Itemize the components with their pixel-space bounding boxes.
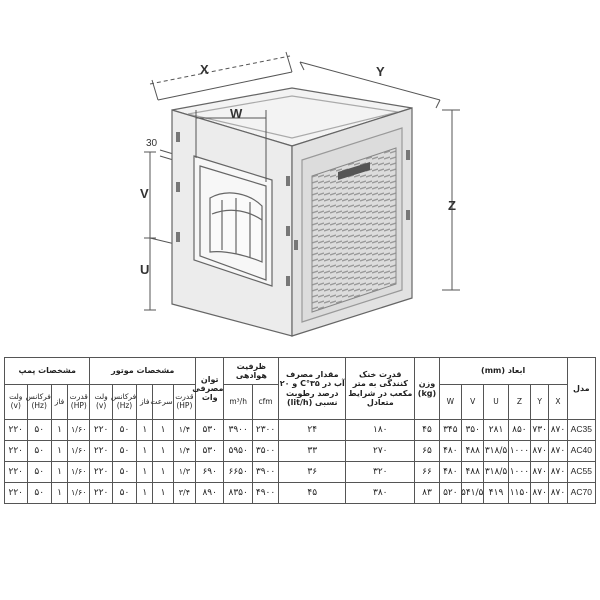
dim-label-z: Z	[448, 198, 456, 213]
cell-dim-x: ۸۷۰	[549, 441, 567, 462]
cell-dim-y: ۸۷۰	[531, 483, 549, 504]
cell-cfm: ۳۹۰۰	[252, 462, 278, 483]
cell-dim-x: ۸۷۰	[549, 483, 567, 504]
cell-motor-speed: ۱	[153, 483, 173, 504]
subheader-motor-volt: ولت (v)	[90, 385, 112, 420]
cell-weight: ۸۳	[415, 483, 439, 504]
cell-dim-w: ۴۸۰	[439, 441, 461, 462]
cell-cooling: ۳۲۰	[346, 462, 415, 483]
cell-dim-z: ۱۱۵۰	[508, 483, 530, 504]
subheader-motor-speed: سرعت	[153, 385, 173, 420]
cell-weight: ۶۵	[415, 441, 439, 462]
cell-dim-v: ۴۸۸	[462, 441, 484, 462]
cell-dim-v: ۳۵۰	[462, 420, 484, 441]
subheader-dim-v: V	[462, 385, 484, 420]
header-power-consumption: توان مصرفی وات	[196, 358, 224, 420]
dim-label-u: U	[140, 262, 150, 277]
header-weight: وزن (kg)	[415, 358, 439, 420]
subheader-dim-z: Z	[508, 385, 530, 420]
cell-pump-phase: ۱	[51, 483, 67, 504]
cell-weight: ۶۶	[415, 462, 439, 483]
cell-dim-z: ۱۰۰۰	[508, 441, 530, 462]
cell-dim-y: ۸۷۰	[531, 462, 549, 483]
cell-cooling: ۱۸۰	[346, 420, 415, 441]
cell-weight: ۴۵	[415, 420, 439, 441]
cell-cfm: ۴۹۰۰	[252, 483, 278, 504]
cell-motor-phase: ۱	[137, 441, 153, 462]
cell-dim-w: ۳۴۵	[439, 420, 461, 441]
cell-m3h: ۳۹۰۰	[224, 420, 252, 441]
cell-motor-speed: ۱	[153, 420, 173, 441]
cell-dim-v: ۴۸۸	[462, 462, 484, 483]
cell-model: AC40	[567, 441, 595, 462]
cell-dim-w: ۴۸۰	[439, 462, 461, 483]
cell-pump-phase: ۱	[51, 462, 67, 483]
cell-motor-volt: ۲۲۰	[90, 462, 112, 483]
cell-m3h: ۸۳۵۰	[224, 483, 252, 504]
cell-motor-phase: ۱	[137, 462, 153, 483]
cell-pump-hp: ۱/۶۰	[68, 420, 90, 441]
cell-water: ۲۴	[279, 420, 346, 441]
cell-motor-hz: ۵۰	[112, 483, 136, 504]
cell-motor-hz: ۵۰	[112, 420, 136, 441]
subheader-cfm: cfm	[252, 385, 278, 420]
header-motor: مشخصات موتور	[90, 358, 196, 385]
cell-motor-speed: ۱	[153, 462, 173, 483]
cell-motor-phase: ۱	[137, 483, 153, 504]
cell-cooling: ۲۷۰	[346, 441, 415, 462]
subheader-pump-volt: ولت (v)	[5, 385, 28, 420]
cell-dim-v: ۵۴۱/۵	[462, 483, 484, 504]
cell-pump-hp: ۱/۶۰	[68, 441, 90, 462]
cell-water: ۴۵	[279, 483, 346, 504]
cell-motor-volt: ۲۲۰	[90, 441, 112, 462]
cell-pump-hp: ۱/۶۰	[68, 462, 90, 483]
subheader-pump-phase: فاز	[51, 385, 67, 420]
header-airflow: ظرفیت هوادهی	[224, 358, 279, 385]
dim-label-v: V	[140, 186, 149, 201]
cell-pump-hp: ۱/۶۰	[68, 483, 90, 504]
subheader-dim-x: X	[549, 385, 567, 420]
cell-cooling: ۳۸۰	[346, 483, 415, 504]
cell-motor-hp: ۱/۳	[173, 462, 195, 483]
cell-dim-u: ۳۱۸/۵	[484, 462, 508, 483]
cell-dim-y: ۷۳۰	[531, 420, 549, 441]
cell-pump-hz: ۵۰	[27, 441, 51, 462]
cell-power: ۸۹۰	[196, 483, 224, 504]
subheader-motor-phase: فاز	[137, 385, 153, 420]
cell-dim-z: ۸۵۰	[508, 420, 530, 441]
dim-label-y: Y	[376, 64, 385, 79]
cell-motor-phase: ۱	[137, 420, 153, 441]
cell-pump-volt: ۲۲۰	[5, 462, 28, 483]
cell-motor-speed: ۱	[153, 441, 173, 462]
cell-model: AC55	[567, 462, 595, 483]
cell-power: ۶۹۰	[196, 462, 224, 483]
subheader-motor-hz: فرکانس (Hz)	[112, 385, 136, 420]
subheader-dim-u: U	[484, 385, 508, 420]
cell-model: AC70	[567, 483, 595, 504]
subheader-pump-hp: قدرت (HP)	[68, 385, 90, 420]
subheader-motor-hp: قدرت (HP)	[173, 385, 195, 420]
cell-dim-y: ۸۷۰	[531, 441, 549, 462]
cell-pump-hz: ۵۰	[27, 483, 51, 504]
cell-motor-hz: ۵۰	[112, 462, 136, 483]
dim-label-offset: 30	[146, 138, 158, 149]
spec-table	[4, 357, 596, 504]
cell-m3h: ۵۹۵۰	[224, 441, 252, 462]
cell-model: AC35	[567, 420, 595, 441]
table-row	[5, 420, 596, 441]
cell-motor-hp: ۳/۴	[173, 483, 195, 504]
cell-cfm: ۳۵۰۰	[252, 441, 278, 462]
cell-dim-z: ۱۰۰۰	[508, 462, 530, 483]
cell-dim-x: ۸۷۰	[549, 462, 567, 483]
header-dimensions: ابعاد (mm)	[439, 358, 567, 385]
cell-pump-volt: ۲۲۰	[5, 483, 28, 504]
subheader-m3h: m³/h	[224, 385, 252, 420]
cell-dim-x: ۸۷۰	[549, 420, 567, 441]
cell-pump-volt: ۲۲۰	[5, 420, 28, 441]
cell-motor-hz: ۵۰	[112, 441, 136, 462]
cell-motor-hp: ۱/۴	[173, 441, 195, 462]
cell-pump-volt: ۲۲۰	[5, 441, 28, 462]
table-row	[5, 483, 596, 504]
cell-water: ۳۳	[279, 441, 346, 462]
subheader-dim-w: W	[439, 385, 461, 420]
cell-dim-u: ۴۱۹	[484, 483, 508, 504]
cell-pump-phase: ۱	[51, 420, 67, 441]
table-row	[5, 441, 596, 462]
cell-m3h: ۶۶۵۰	[224, 462, 252, 483]
cell-pump-phase: ۱	[51, 441, 67, 462]
header-model: مدل	[567, 358, 595, 420]
subheader-dim-y: Y	[531, 385, 549, 420]
cell-motor-hp: ۱/۴	[173, 420, 195, 441]
cell-dim-u: ۲۸۱	[484, 420, 508, 441]
subheader-pump-hz: فرکانس (Hz)	[27, 385, 51, 420]
cell-motor-volt: ۲۲۰	[90, 420, 112, 441]
cell-dim-u: ۳۱۸/۵	[484, 441, 508, 462]
dim-label-w: W	[230, 106, 243, 121]
cell-power: ۵۳۰	[196, 420, 224, 441]
cell-dim-w: ۵۲۰	[439, 483, 461, 504]
header-water-consumption: مقدار مصرف آب در ۳۵°C و ۲۰ درصد رطوبت نسبی (lit/h)	[279, 358, 346, 420]
cell-pump-hz: ۵۰	[27, 420, 51, 441]
cell-motor-volt: ۲۲۰	[90, 483, 112, 504]
header-pump: مشخصات پمپ	[5, 358, 90, 385]
header-cooling-capacity: قدرت خنک کنندگی به متر مکعب در شرایط متعادل	[346, 358, 415, 420]
cell-pump-hz: ۵۰	[27, 462, 51, 483]
cell-water: ۳۶	[279, 462, 346, 483]
cell-cfm: ۲۳۰۰	[252, 420, 278, 441]
cell-power: ۵۳۰	[196, 441, 224, 462]
dim-label-x: X	[200, 62, 209, 77]
table-row	[5, 462, 596, 483]
